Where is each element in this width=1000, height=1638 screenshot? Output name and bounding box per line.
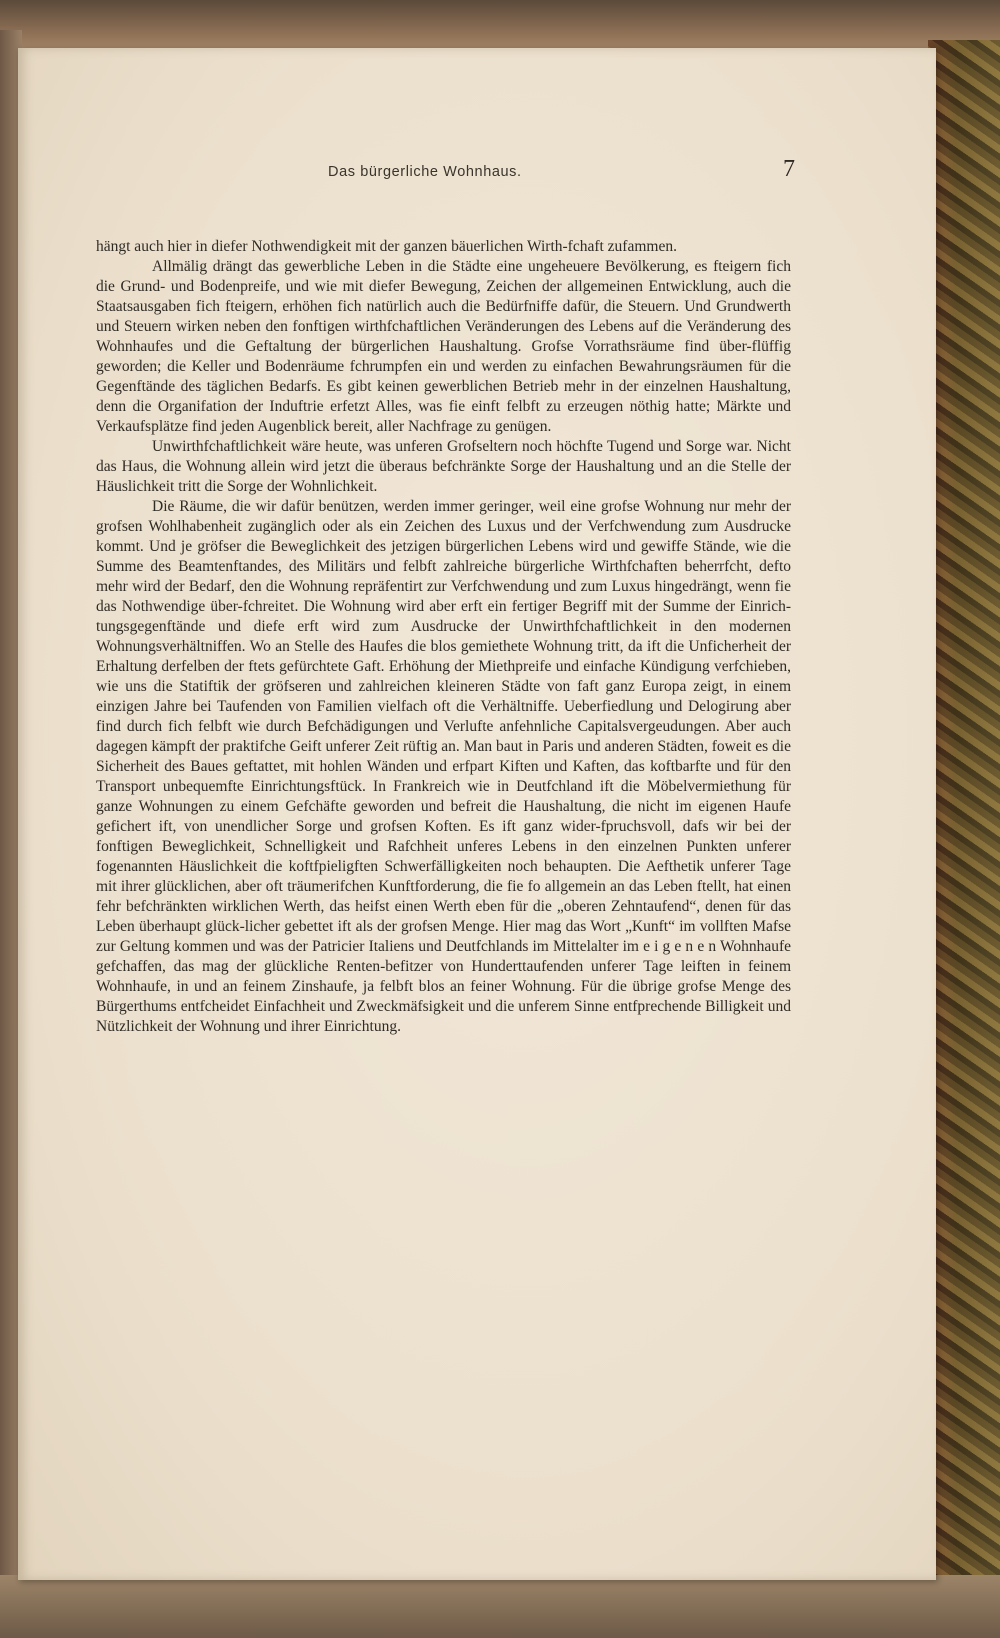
page-header <box>80 156 795 186</box>
paragraph: Unwirthfchaftlichkeit wäre heute, was unferen Grofseltern noch höchfte Tugend und Sorge war. Nicht das Haus, die Wohnung allein wird jetzt die überaus befchränkte Sorge der Haushaltung und an die Stelle der Häuslichkeit tritt die Sorge der Wohnlichkeit. <box>96 438 791 495</box>
book-cover-bottom-edge <box>0 1575 1000 1638</box>
book-cover-top-edge <box>0 0 1000 54</box>
paragraph: Die Räume, die wir dafür benützen, werden immer geringer, weil eine grofse Wohnung nur mehr der grofsen Wohlhabenheit zugänglich oder als ein Zeichen des Luxus und der Verfchwendung zum Ausdrucke kommt. Und je gröfser die Beweglichkeit des jetzigen bürgerlichen Lebens wird und gewiffe Stände, wie die Summe des Beamtenftandes, des Militärs und felbft zahlreiche bürgerliche Wirthfchaften beherrfcht, defto mehr wird der Bedarf, den die Wohnung repräfentirt zur Verfchwendung und zum Luxus hingedrängt, wenn fie das Nothwendige über-fchreitet. Die Wohnung wird aber erft ein fertiger Begriff mit der Summe der Einrich-tungsgegenftände und diefe erft wird zum Ausdrucke der Unwirthfchaftlichkeit in den modernen Wohnungsverhältniffen. Wo an Stelle des Haufes die blos gemiethete Wohnung tritt, da ift die Unficherheit der Erhaltung derfelben der ftets gefürchtete Gaft. Erhöhung der Miethpreife und einfache Kündigung verfchieben, wie uns die Statiftik der gröfseren und zahlreichen kleineren Städte von faft ganz Europa zeigt, in einem einzigen Jahre bei Taufenden von Familien vielfach oft die Verhältniffe. Ueberfiedlung und Delogirung aber find durch fich felbft wie durch Befchädigungen und Verlufte anfehnliche Capitalsvergeudungen. Aber auch dagegen kämpft der praktifche Geift unferer Zeit rüftig an. Man baut in Paris und anderen Städten, foweit es die Sicherheit des Baues geftattet, mit hohlen Wänden und erfpart Kiften und Kaften, das koftbarfte und für den Transport unbequemfte Einrichtungsftück. In Frankreich wie in Deutfchland ift die Möbelvermiethung für ganze Wohnungen zu einem Gefchäfte geworden und befreit die Haushaltung, die nicht im eigenen Haufe gefichert ift, von unendlicher Sorge und grofsen Koften. Es ift ganz wider-fpruchsvoll, dafs wir bei der fonftigen Beweglichkeit, Schnelligkeit und Rafchheit unferes Lebens in den einzelnen Punkten unferer fogenannten Häuslichkeit die koftfpieligften Schwerfälligkeiten noch behaupten. Die Aefthetik unferer Tage mit ihrer glücklichen, aber oft träumerifchen Kunftforderung, die fie fo allgemein an das Leben ftellt, hat einen fehr befchränkten wirklichen Werth, das heifst einen Werth eben für die „oberen Zehntaufend“, denen für das Leben überhaupt glück-licher gebettet ift als der grofsen Menge. Hier mag das Wort „Kunft“ im vollften Mafse zur Geltung kommen und was der Patricier Italiens und Deutfchlands im Mittelalter im e i g e n e n Wohnhaufe gefchaffen, das mag der glückliche Renten-befitzer von Hunderttaufenden unferer Tage leiften in feinem Wohnhaufe, in und an feinem Zinshaufe, ja felbft blos an feiner Wohnung. Für die übrige grofse Menge des Bürgerthums entfcheidet Einfachheit und Zweckmäfsigkeit und die unferem Sinne entfprechende Billigkeit und Nützlichkeit der Wohnung und ihrer Einrichtung. <box>96 498 791 1035</box>
book-cover-marbled-edge <box>928 40 1000 1600</box>
page-number: 7 <box>783 156 795 182</box>
running-title: Das bürgerliche Wohnhaus. <box>328 164 522 180</box>
paragraph: Allmälig drängt das gewerbliche Leben in die Städte eine ungeheuere Bevölkerung, es fteigern fich die Grund- und Bodenpreife, und wie mit diefer Bewegung, Zeichen der allgemeinen Entwicklung, auch die Staatsausgaben fich fteigern, erhöhen fich natürlich auch die Bedürfniffe dafür, die Steuern. Und Grundwerth und Steuern wirken neben den fonftigen wirthfchaftlichen Veränderungen des Lebens auf die Veränderung des Wohnhaufes und die Geftaltung der bürgerlichen Haushaltung. Grofse Vorrathsräume find über-flüffig geworden; die Keller und Bodenräume fchrumpfen ein und werden zu einfachen Bewahrungsräumen für die Gegenftände des täglichen Bedarfs. Es gibt keinen gewerblichen Betrieb mehr in der einzelnen Haushaltung, denn die Organifation der Induftrie erfetzt Alles, was fie einft felbft zu erzeugen nöthig hatte; Märkte und Verkaufsplätze find jeden Augenblick bereit, aller Nachfrage zu genügen. <box>96 258 791 435</box>
paragraph: hängt auch hier in diefer Nothwendigkeit mit der ganzen bäuerlichen Wirth-fchaft zufammen. <box>96 238 677 255</box>
body-text <box>96 237 791 1037</box>
